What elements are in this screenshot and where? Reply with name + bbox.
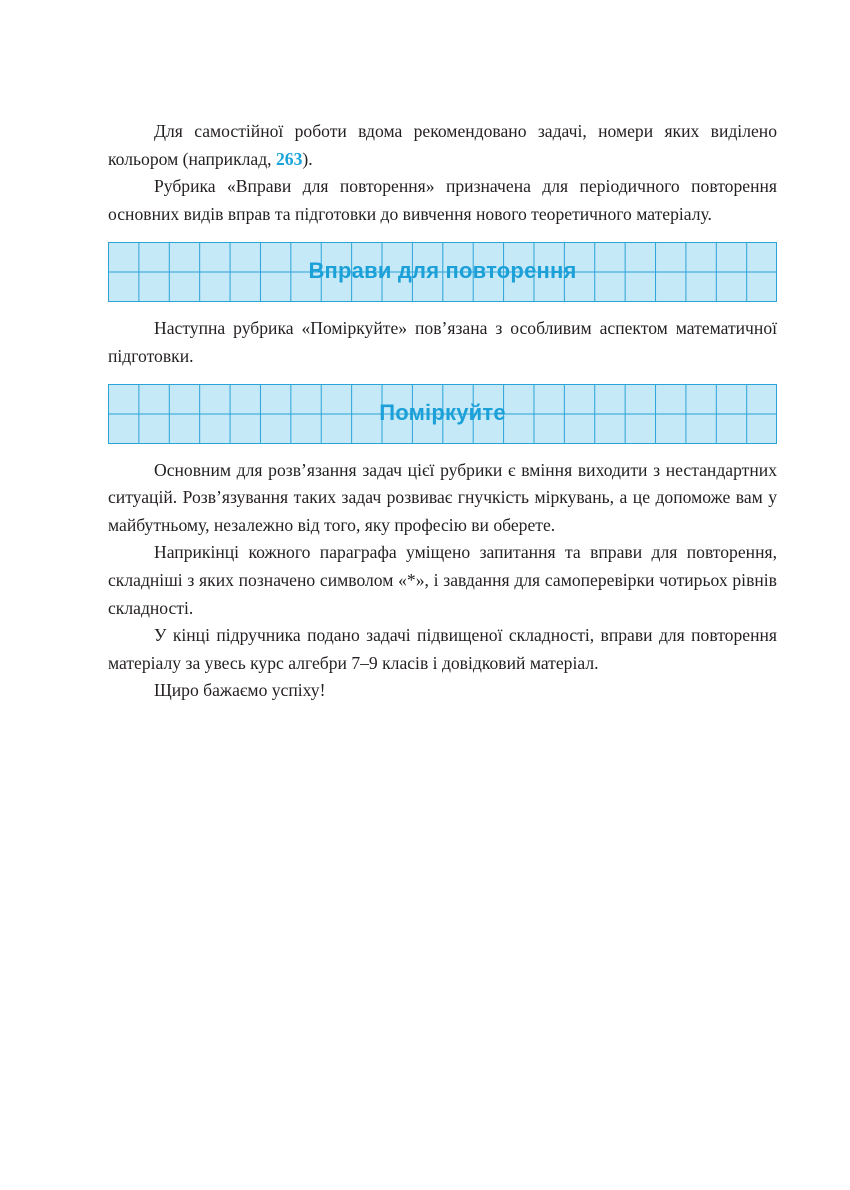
- banner-think: [108, 384, 777, 444]
- paragraph-section-questions: Наприкінці кожного параграфа уміщено запитання та вправи для повторення, складніші з яких позначено символом «*», і завдання для самоперевірки чотирьох рівнів складності.: [108, 542, 777, 618]
- banner-exercises-for-review: [108, 242, 777, 302]
- page-content: [108, 118, 777, 705]
- paragraph-homework-end: ).: [302, 148, 313, 169]
- paragraph-good-luck: Щиро бажаємо успіху!: [154, 680, 326, 701]
- paragraph-think-rubric: Наступна рубрика «Поміркуйте» пов’язана з особливим аспектом математичної підготовки.: [108, 318, 777, 366]
- paragraph-homework: [108, 118, 777, 173]
- paragraph-nonstandard-tasks: Основним для розв’язання задач цієї рубрики є вміння виходити з нестандартних ситуацій. Розв’язування таких задач розвиває гнучкість міркувань, а це допоможе вам у майбутньому, незалежно від того, яку професію ви оберете.: [108, 459, 777, 535]
- banner-think-title: Поміркуйте: [379, 399, 506, 425]
- banner-exercises-title: Вправи для повторення: [308, 258, 577, 284]
- paragraph-textbook-end: У кінці підручника подано задачі підвищеної складності, вправи для повторення матеріалу за увесь курс алгебри 7–9 класів і довідковий матеріал.: [108, 625, 777, 673]
- highlighted-task-number: 263: [275, 148, 303, 169]
- paragraph-exercises-rubric: Рубрика «Вправи для повторення» призначена для періодичного повторення основних видів вправ та підготовки до вивчення нового теоретичного матеріалу.: [108, 176, 777, 224]
- paragraph-homework-text: Для самостійної роботи вдома рекомендовано задачі, номери яких виділено кольором (наприклад,: [108, 121, 777, 169]
